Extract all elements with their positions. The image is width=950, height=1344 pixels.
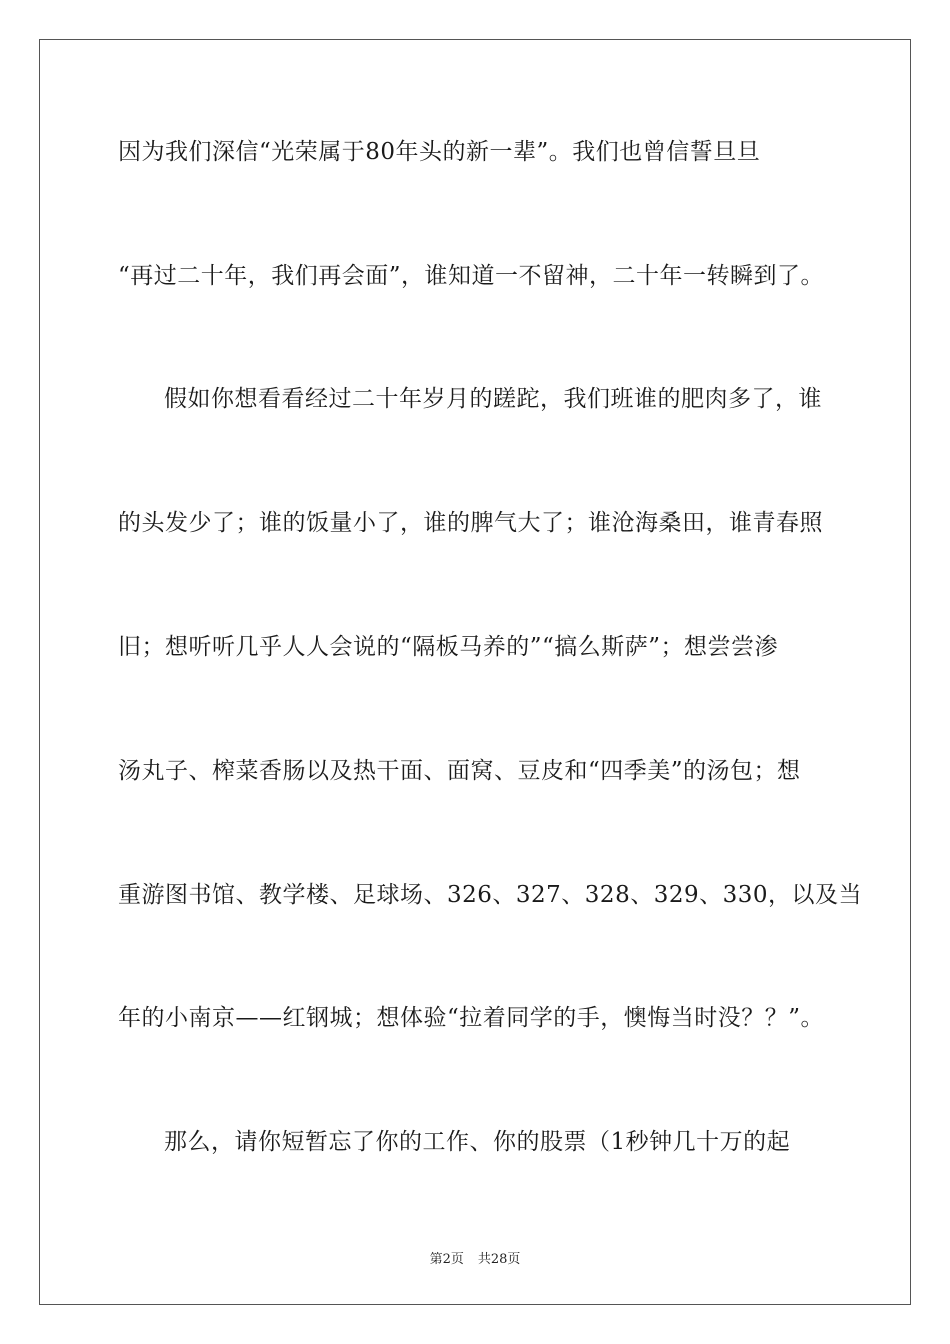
text-line-9: 那么，请你短暂忘了你的工作、你的股票（1秒钟几十万的起: [164, 1129, 791, 1155]
text-line-8: 年的小南京——红钢城；想体验“拉着同学的手，懊悔当时没？？”。: [118, 1005, 825, 1031]
page-footer: [0, 1248, 950, 1267]
text-line-5: 旧；想听听几乎人人会说的“隔板马养的”“搞么斯萨”；想尝尝渗: [118, 634, 779, 660]
text-line-2: “再过二十年，我们再会面”，谁知道一不留神，二十年一转瞬到了。: [118, 263, 825, 289]
text-line-7: 重游图书馆、教学楼、足球场、326、327、328、329、330，以及当: [118, 882, 862, 908]
page-border: [39, 39, 911, 1305]
text-line-6: 汤丸子、榨菜香肠以及热干面、面窝、豆皮和“四季美”的汤包；想: [118, 758, 801, 784]
page-total: 共28页: [477, 1252, 521, 1267]
text-line-4: 的头发少了；谁的饭量小了，谁的脾气大了；谁沧海桑田，谁青春照: [118, 510, 823, 536]
text-line-1: 因为我们深信“光荣属于80年头的新一辈”。我们也曾信誓旦旦: [118, 139, 761, 165]
text-line-3: 假如你想看看经过二十年岁月的蹉跎，我们班谁的肥肉多了，谁: [164, 386, 822, 412]
page-number: 第2页: [429, 1252, 464, 1267]
